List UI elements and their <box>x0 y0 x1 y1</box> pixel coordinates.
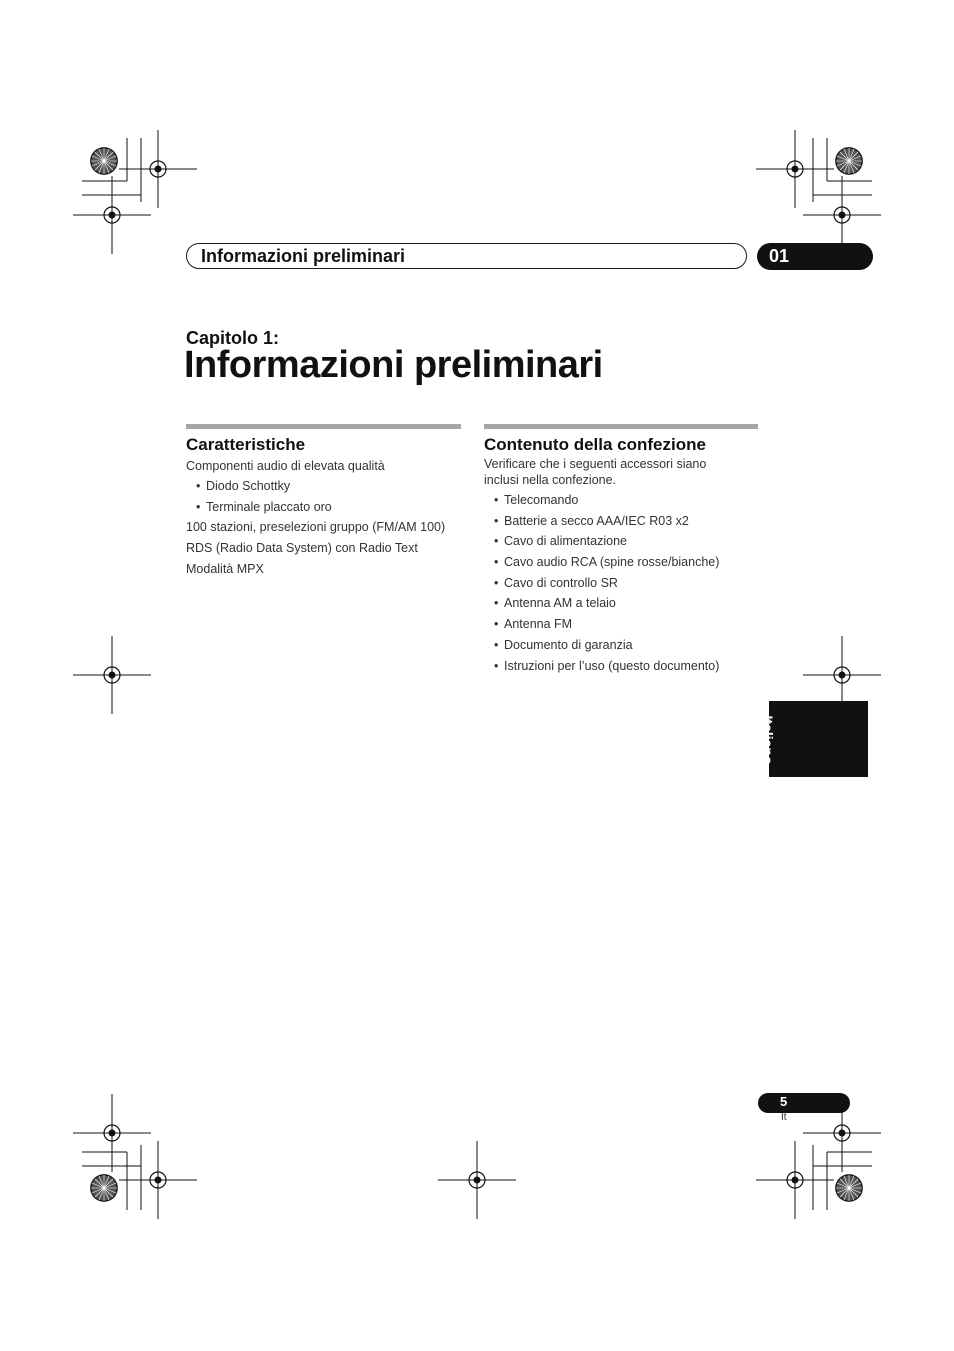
section-heading: Contenuto della confezione <box>484 435 706 454</box>
list-item <box>484 531 758 552</box>
page-title: Informazioni preliminari <box>184 344 603 386</box>
page-number: 5 <box>780 1094 788 1109</box>
bullet-glyph: • <box>494 596 499 611</box>
list-item <box>484 573 758 594</box>
section-heading: Caratteristiche <box>186 435 306 454</box>
crosshair-mark <box>438 1141 516 1219</box>
bullet-glyph: • <box>196 479 201 493</box>
bullet-glyph: • <box>494 575 499 590</box>
list-item <box>484 490 758 511</box>
list-item <box>484 593 758 614</box>
list-item-text: Cavo di controllo SR <box>504 575 618 590</box>
list-item-text: Terminale placcato oro <box>206 499 332 514</box>
bullet-glyph: • <box>494 637 499 652</box>
starburst-mark-bottom-right <box>835 1174 863 1202</box>
bullet-glyph: • <box>494 513 499 528</box>
chapter-number-badge <box>757 243 873 270</box>
list-item <box>186 476 461 497</box>
list-item <box>186 497 461 518</box>
list-item-text: Istruzioni per l’uso (questo documento) <box>504 658 720 673</box>
starburst-mark-top-left <box>90 147 118 175</box>
feature-line: Modalità MPX <box>186 561 264 576</box>
crosshair-mark <box>73 636 151 714</box>
language-tab-label: Italiano <box>760 715 776 765</box>
chapter-label: Capitolo 1: <box>186 328 279 348</box>
language-tab <box>769 701 868 777</box>
bullet-glyph: • <box>494 493 499 507</box>
bullet-glyph: • <box>494 555 499 570</box>
page-language-code: It <box>781 1112 787 1123</box>
feature-line: 100 stazioni, preselezioni gruppo (FM/AM 100) <box>186 520 446 535</box>
chapter-number: 01 <box>769 246 790 266</box>
list-item-text: Cavo di alimentazione <box>504 534 627 549</box>
list-item <box>484 511 758 532</box>
features-section <box>186 424 461 579</box>
list-item <box>484 635 758 656</box>
crosshair-mark <box>756 130 834 208</box>
running-header-title: Informazioni preliminari <box>201 246 406 266</box>
list-item-text: Cavo audio RCA (spine rosse/bianche) <box>504 555 720 570</box>
package-contents-section <box>484 424 758 676</box>
crosshair-mark <box>119 1141 197 1219</box>
list-item-text: Antenna AM a telaio <box>504 596 616 611</box>
list-item <box>484 656 758 677</box>
section-rule <box>484 424 758 429</box>
crosshair-mark <box>756 1141 834 1219</box>
starburst-mark-top-right <box>835 147 863 175</box>
list-item-text: Telecomando <box>504 493 579 507</box>
section-intro: Verificare che i seguenti accessori siano inclusi nella confezione. <box>484 457 707 487</box>
list-item <box>484 552 758 573</box>
crosshair-mark <box>119 130 197 208</box>
bullet-glyph: • <box>494 617 499 632</box>
list-item-text: Antenna FM <box>504 617 573 632</box>
list-item-text: Documento di garanzia <box>504 637 633 652</box>
section-rule <box>186 424 461 429</box>
crosshair-mark <box>73 1094 151 1172</box>
bullet-glyph: • <box>494 658 499 673</box>
bullet-glyph: • <box>494 534 499 549</box>
crosshair-mark <box>73 176 151 254</box>
starburst-mark-bottom-left <box>90 1174 118 1202</box>
list-item-text: Diodo Schottky <box>206 479 291 493</box>
feature-line: RDS (Radio Data System) con Radio Text <box>186 541 418 556</box>
list-item <box>484 614 758 635</box>
running-header <box>186 243 747 269</box>
list-item-text: Batterie a secco AAA/IEC R03 x2 <box>504 513 689 528</box>
bullet-glyph: • <box>196 499 201 514</box>
section-intro: Componenti audio di elevata qualità <box>186 459 385 473</box>
page-number-badge <box>758 1093 850 1113</box>
